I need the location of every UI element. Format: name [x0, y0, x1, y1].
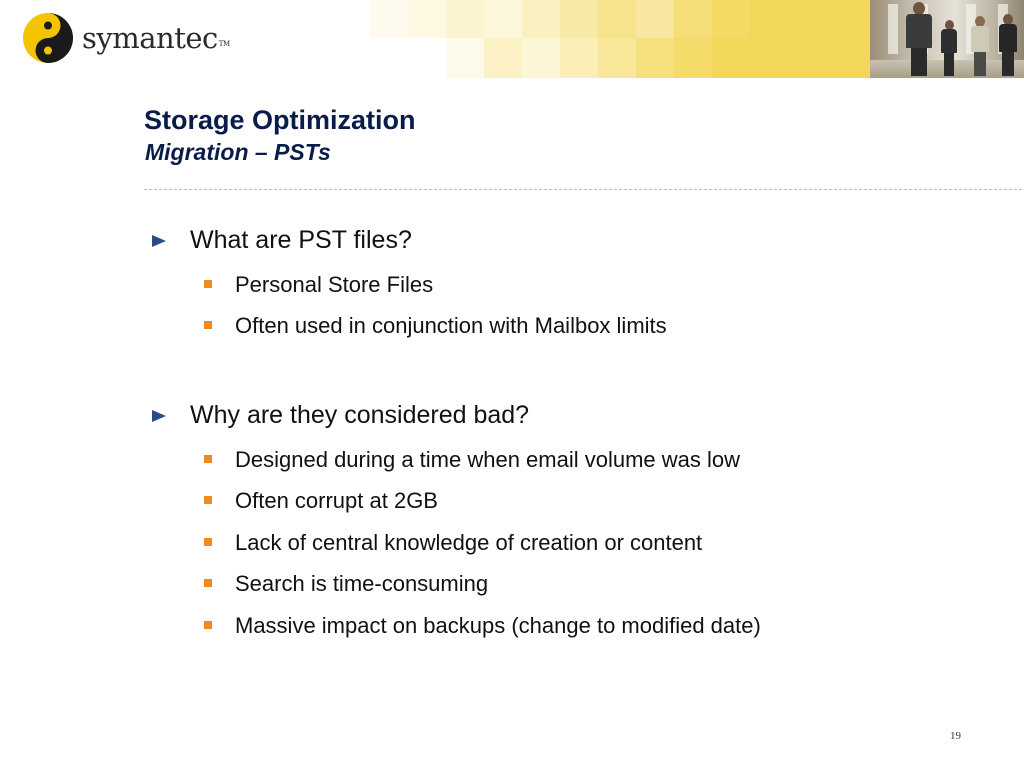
banner-tile [712, 0, 750, 38]
business-people-photo [870, 0, 1024, 78]
banner-tile [484, 0, 522, 38]
secondary-bullet-text: Search is time-consuming [235, 571, 489, 596]
banner-tile [522, 0, 560, 38]
square-bullet-icon [204, 621, 212, 629]
triangle-bullet-icon [152, 235, 166, 247]
square-bullet-icon [204, 496, 212, 504]
banner-tile [408, 0, 446, 38]
secondary-bullet-text: Lack of central knowledge of creation or content [235, 530, 703, 555]
slide-title: Storage Optimization [144, 105, 416, 135]
banner-tile [446, 0, 484, 38]
secondary-bullet-text: Massive impact on backups (change to modified date) [235, 613, 761, 638]
banner-tile [522, 38, 560, 78]
symantec-logo-mark-icon [22, 12, 74, 64]
square-bullet-icon [204, 321, 212, 329]
square-bullet-icon [204, 280, 212, 288]
banner-tile [674, 38, 712, 78]
primary-bullet-text: Why are they considered bad? [190, 401, 530, 429]
brand-name-text: symantec [82, 21, 218, 55]
banner-tile [598, 38, 636, 78]
square-bullet-icon [204, 455, 212, 463]
secondary-bullet-text: Often used in conjunction with Mailbox limits [235, 313, 667, 338]
triangle-bullet-icon [152, 410, 166, 422]
banner-tile [370, 0, 408, 38]
page-number: 19 [950, 730, 961, 742]
banner-tile [674, 0, 712, 38]
slide-subtitle: Migration – PSTs [145, 139, 331, 165]
banner-tile [560, 0, 598, 38]
banner-tile [712, 38, 870, 78]
square-bullet-icon [204, 538, 212, 546]
secondary-bullet-text: Designed during a time when email volume was low [235, 447, 741, 472]
banner-tile [484, 38, 522, 78]
secondary-bullet-text: Often corrupt at 2GB [235, 488, 438, 513]
brand-name [82, 21, 230, 55]
trademark: TM [218, 40, 230, 48]
secondary-bullet-text: Personal Store Files [235, 272, 434, 297]
banner-tile [636, 38, 674, 78]
banner-tile [560, 38, 598, 78]
banner-tile [446, 38, 484, 78]
banner-tile [636, 0, 674, 38]
title-divider [144, 189, 1022, 190]
square-bullet-icon [204, 579, 212, 587]
banner-tile [598, 0, 636, 38]
primary-bullet-text: What are PST files? [190, 226, 412, 254]
banner-tile [750, 0, 870, 38]
